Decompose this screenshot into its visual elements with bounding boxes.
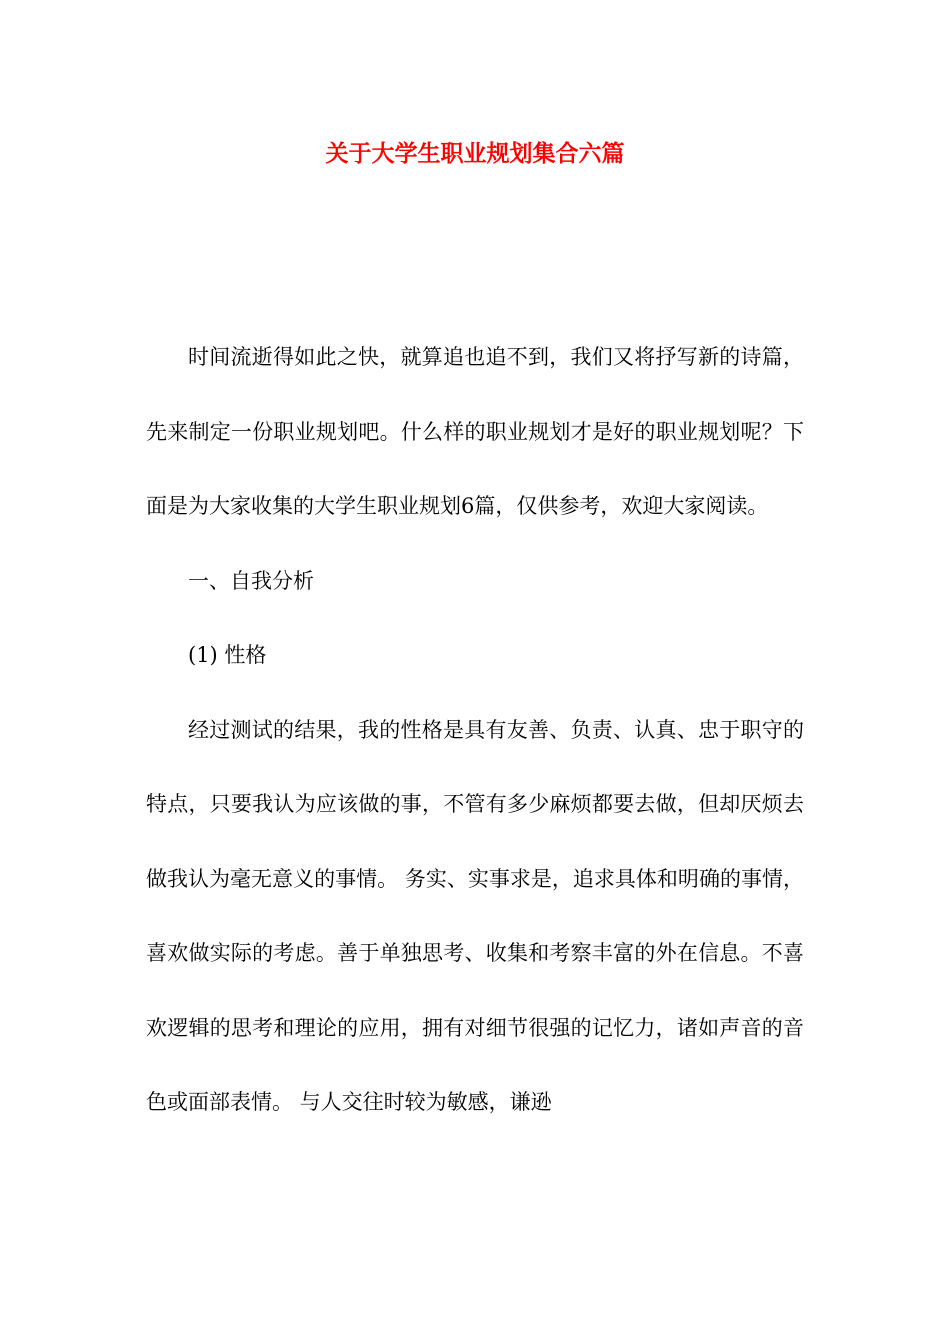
paragraph-intro: 时间流逝得如此之快，就算追也追不到，我们又将抒写新的诗篇，先来制定一份职业规划吧。什么样的职业规划才是好的职业规划呢？下面是为大家收集的大学生职业规划6篇，仅供参考，欢迎大家阅读。: [146, 345, 804, 518]
paragraph-personality: 经过测试的结果，我的性格是具有友善、负责、认真、忠于职守的特点，只要我认为应该做的事，不管有多少麻烦都要去做，但却厌烦去做我认为毫无意义的事情。 务实、实事求是，追求具体和明确的事情，喜欢做实际的考虑。善于单独思考、收集和考察丰富的外在信息。不喜欢逻辑的思考和理论的应用，拥有对细节很强的记忆力，诸如声音的音色或面部表情。 与人交往时较为敏感，谦逊: [146, 717, 804, 1114]
section-heading-self-analysis: 一、自我分析: [188, 568, 314, 593]
document-body: [146, 320, 804, 1140]
document-title: 关于大学生职业规划集合六篇: [325, 141, 625, 167]
subsection-heading-personality: (1) 性格: [188, 643, 267, 667]
